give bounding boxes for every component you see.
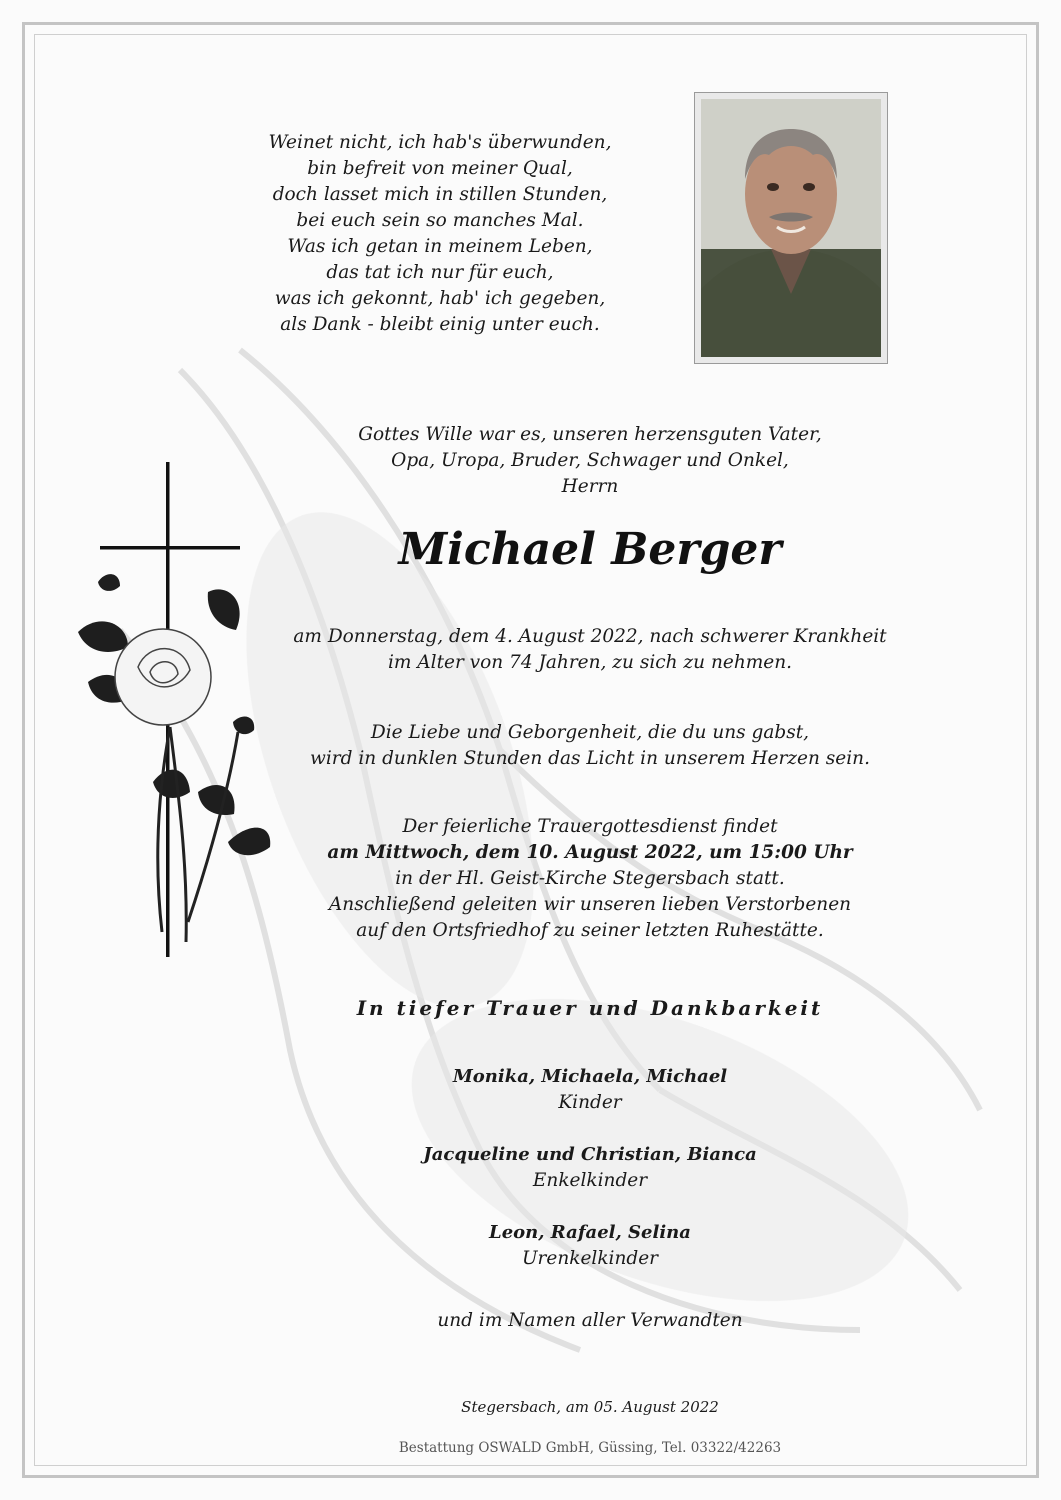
service-details (290, 814, 890, 944)
poem-line: als Dank - bleibt einig unter euch. (280, 314, 600, 335)
intro-text (290, 422, 890, 500)
intro-line: Gottes Wille war es, unseren herzensguten Vater, (358, 424, 822, 445)
poem-line: bei euch sein so manches Mal. (296, 210, 584, 231)
quote-line: Die Liebe und Geborgenheit, die du uns gabst, (370, 722, 810, 743)
poem-line: doch lasset mich in stillen Stunden, (272, 184, 608, 205)
family-role: Enkelkinder (532, 1170, 648, 1191)
family-names: Monika, Michaela, Michael (452, 1066, 728, 1087)
intro-line: Herrn (561, 476, 619, 497)
poem (230, 130, 650, 338)
place-date: Stegersbach, am 05. August 2022 (461, 1398, 719, 1416)
portrait-frame (694, 92, 888, 364)
service-date: am Mittwoch, dem 10. August 2022, um 15:00 Uhr (327, 842, 853, 863)
relatives-line: und im Namen aller Verwandten (437, 1310, 743, 1331)
portrait-photo (701, 99, 881, 357)
death-line: im Alter von 74 Jahren, zu sich zu nehmen. (387, 652, 793, 673)
family-role: Kinder (558, 1092, 622, 1113)
cross-rose-icon (58, 462, 288, 962)
poem-line: bin befreit von meiner Qual, (307, 158, 573, 179)
service-line: auf den Ortsfriedhof zu seiner letzten Ruhestätte. (356, 920, 824, 941)
poem-line: Weinet nicht, ich hab's überwunden, (268, 132, 612, 153)
mourning-heading: In tiefer Trauer und Dankbarkeit (356, 996, 824, 1020)
family-group (290, 1064, 890, 1116)
family-group (290, 1220, 890, 1272)
quote-line: wird in dunklen Stunden das Licht in unserem Herzen sein. (310, 748, 870, 769)
service-line: in der Hl. Geist-Kirche Stegersbach statt. (395, 868, 785, 889)
family-group (290, 1142, 890, 1194)
service-line: Der feierliche Trauergottesdienst findet (402, 816, 778, 837)
family-names: Jacqueline und Christian, Bianca (423, 1144, 757, 1165)
funeral-home-footer: Bestattung OSWALD GmbH, Güssing, Tel. 03322/42263 (398, 1440, 782, 1456)
service-line: Anschließend geleiten wir unseren lieben Verstorbenen (328, 894, 852, 915)
family-names: Leon, Rafael, Selina (489, 1222, 691, 1243)
poem-line: das tat ich nur für euch, (326, 262, 554, 283)
poem-line: Was ich getan in meinem Leben, (287, 236, 593, 257)
poem-line: was ich gekonnt, hab' ich gegeben, (274, 288, 606, 309)
family-role: Urenkelkinder (521, 1248, 659, 1269)
intro-line: Opa, Uropa, Bruder, Schwager und Onkel, (391, 450, 789, 471)
deceased-name: Michael Berger (398, 524, 782, 575)
death-line: am Donnerstag, dem 4. August 2022, nach schwerer Krankheit (293, 626, 887, 647)
death-notice (290, 624, 890, 676)
memorial-quote (290, 720, 890, 772)
